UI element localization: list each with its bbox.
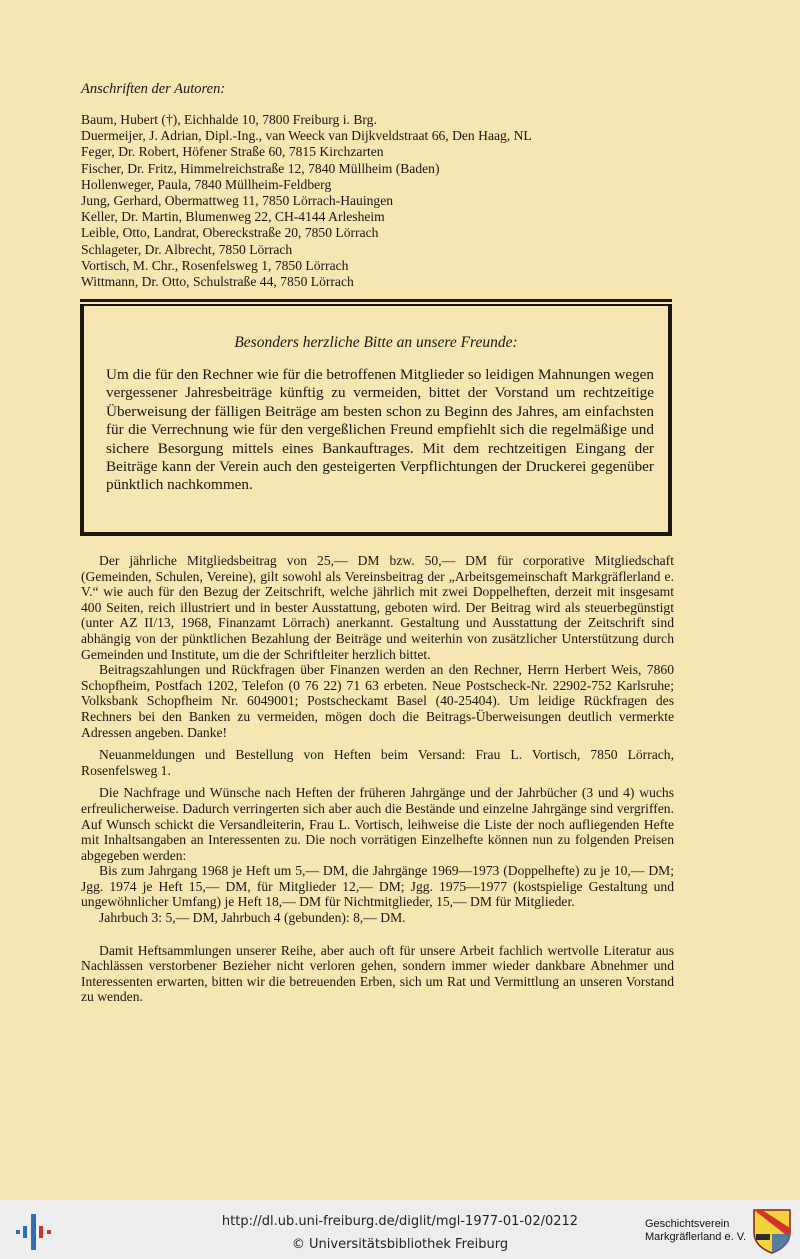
author-entry: Vortisch, M. Chr., Rosenfelsweg 1, 7850 Lörrach xyxy=(81,257,349,273)
notice-title: Besonders herzliche Bitte an unsere Freunde: xyxy=(234,334,518,351)
coat-of-arms-icon[interactable] xyxy=(752,1208,792,1254)
paragraph-yearbooks: Jahrbuch 3: 5,— DM, Jahrbuch 4 (gebunden): 8,— DM. xyxy=(99,910,406,926)
author-entry: Feger, Dr. Robert, Höfener Straße 60, 7815 Kirchzarten xyxy=(81,144,384,160)
paragraph-membership: Der jährliche Mitgliedsbeitrag von 25,— DM bzw. 50,— DM für corporative Mitgliedschaft (Gemeinden, Schulen, Vereine), gilt sowohl als Vereinsbeitrag der „Arbeitsgemeinschaft Markgräflerland e. V.“ wie auch für den Bezug der Zeitschrift, welche jährlich mit zwei Doppelheften, derzeit mit insgesamt 400 Seiten, reich illustriert und in bester Ausstattung, geboten wird. Der Beitrag wird als steuerbegünstigt (unter AZ II/13, 1968, Finanzamt Lörrach) anerkannt. Gestaltung und Ausstattung der Zeitschrift sind abhängig von der pünktlichen Bezahlung der Beiträge und weiterhin von zusätzlicher Unterstützung durch Gemeinden und Institute, um die der Schriftleiter herzlich bittet. xyxy=(81,553,674,662)
society-name-line1: Geschichtsverein xyxy=(645,1218,730,1230)
society-name-line2: Markgräflerland e. V. xyxy=(645,1231,747,1243)
author-entry: Leible, Otto, Landrat, Obereckstraße 20, 7850 Lörrach xyxy=(81,225,379,241)
permalink-url[interactable]: http://dl.ub.uni-freiburg.de/diglit/mgl-1977-01-02/0212 xyxy=(221,1214,579,1229)
paragraph-orders: Neuanmeldungen und Bestellung von Heften beim Versand: Frau L. Vortisch, 7850 Lörrach, Rosenfelsweg 1. xyxy=(81,747,674,778)
notice-body: Um die für den Rechner wie für die betroffenen Mitglieder so leidigen Mahnungen wegen vergessener Jahresbeiträge künftig zu vermeiden, bittet der Vorstand um rechtzeitige Überweisung der fälligen Beiträge am besten schon zu Beginn des Jahres, am einfachsten für die Verrechnung wie für den vergeßlichen Freund empfiehlt sich die regelmäßige und sichere Besorgung mittels eines Bankauftrages. Mit dem rechtzeitigen Eingang der Beiträge kann der Verein auch den gesteigerten Verpflichtungen der Druckerei gegenüber pünktlich nachkommen. xyxy=(106,366,654,494)
author-entry: Jung, Gerhard, Obermattweg 11, 7850 Lörrach-Hauingen xyxy=(81,193,394,209)
author-entry: Wittmann, Dr. Otto, Schulstraße 44, 7850 Lörrach xyxy=(81,274,354,290)
author-entry: Keller, Dr. Martin, Blumenweg 22, CH-4144 Arlesheim xyxy=(81,209,385,225)
paragraph-estates: Damit Heftsammlungen unserer Reihe, aber auch oft für unsere Arbeit fachlich wertvolle Literatur aus Nachlässen verstorbener Bezieher nicht verloren gehen, sondern immer wieder dankbare Abnehmer und Interessenten erwarten, bitten wir die betreuenden Erben, sich um Rat und Vermittlung an unseren Vorstand zu wenden. xyxy=(81,942,674,1005)
paragraph-payments: Beitragszahlungen und Rückfragen über Finanzen werden an den Rechner, Herrn Herbert Weis, 7860 Schopfheim, Postfach 1202, Telefon (0 76 22) 71 63 erbeten. Neue Postscheck-Nr. 22902-752 Karlsruhe; Volksbank Schopfheim Nr. 6049001; Postscheckamt Basel (40-25404). Um leidige Rückfragen des Rechners bei den Banken zu vermeiden, mögen doch die Beitrags-Überweisungen deutlich vermerkte Adressen angeben. Danke! xyxy=(81,662,674,740)
main-text xyxy=(81,553,674,1005)
authors-list xyxy=(81,112,721,290)
paragraph-prices: Bis zum Jahrgang 1968 je Heft um 5,— DM, die Jahrgänge 1969—1973 (Doppelhefte) zu je 10,— DM; Jgg. 1974 je Heft 15,— DM, für Mitglieder 12,— DM; Jgg. 1975—1977 (kostspielige Gestaltung und ungewöhnlicher Umfang) je Heft 18,— DM für Nichtmitglieder, 15,— DM für Mitglieder. xyxy=(81,863,674,910)
author-entry: Schlageter, Dr. Albrecht, 7850 Lörrach xyxy=(81,241,293,257)
divider-rule xyxy=(80,299,672,302)
copyright-notice: © Universitätsbibliothek Freiburg xyxy=(291,1237,509,1252)
author-entry: Duermeijer, J. Adrian, Dipl.-Ing., van Weeck van Dijkveldstraat 66, Den Haag, NL xyxy=(81,128,532,144)
authors-heading: Anschriften der Autoren: xyxy=(81,81,226,97)
author-entry: Hollenweger, Paula, 7840 Müllheim-Feldberg xyxy=(81,176,332,192)
author-entry: Fischer, Dr. Fritz, Himmelreichstraße 12, 7840 Müllheim (Baden) xyxy=(81,160,440,176)
paragraph-back-issues: Die Nachfrage und Wünsche nach Heften der früheren Jahrgänge und der Jahrbücher (3 und 4) wuchs erfreulicherweise. Dadurch verringerten sich aber auch die Bestände und einzelne Jahrgänge sind vergriffen. Auf Wunsch schickt die Versandleiterin, Frau L. Vortisch, leihweise die Liste der noch aufliegenden Hefte mit Inhaltsangaben an Interessenten zu. Die noch vorrätigen Einzelhefte können nun zu folgenden Preisen abgegeben werden: xyxy=(81,785,674,863)
viewer-footer xyxy=(0,1200,800,1259)
society-name xyxy=(645,1218,755,1244)
notice-box xyxy=(80,304,672,536)
author-entry: Baum, Hubert (†), Eichhalde 10, 7800 Freiburg i. Brg. xyxy=(81,112,377,127)
